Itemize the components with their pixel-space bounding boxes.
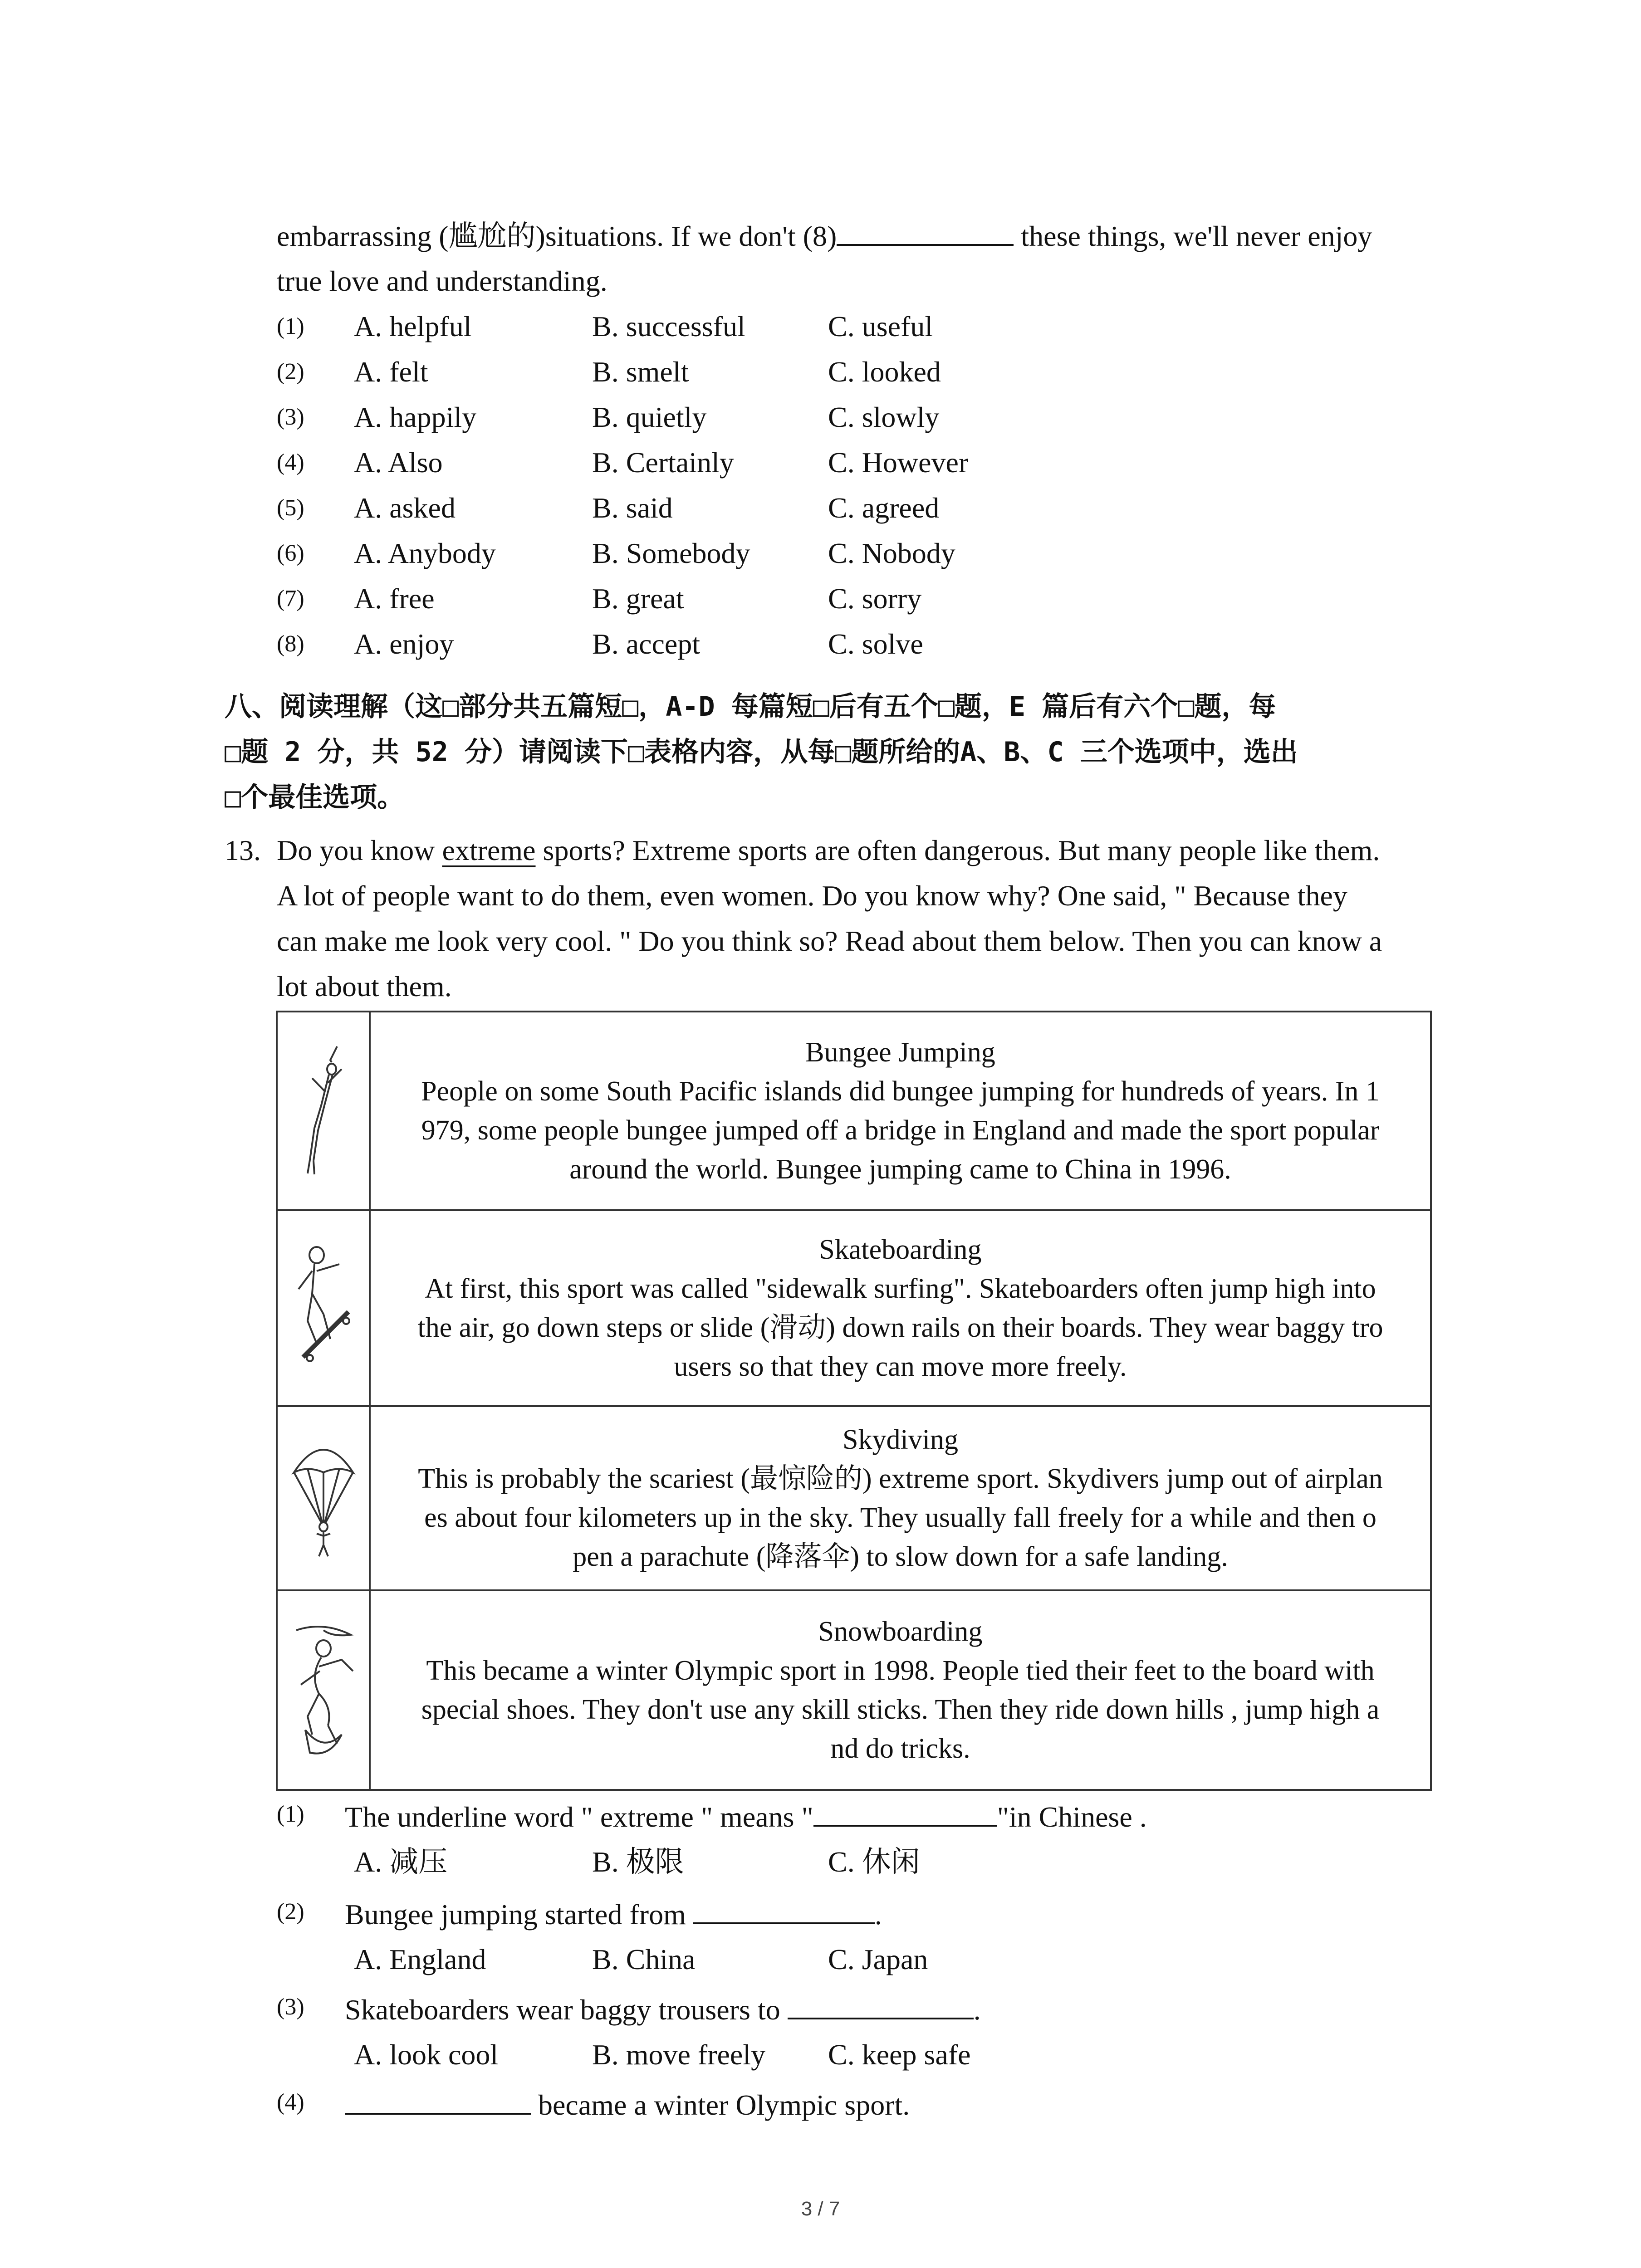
heading-line: □个最佳选项。 <box>225 782 405 813</box>
option-a[interactable]: A. asked <box>354 492 456 524</box>
sport-text-line: es about four kilometers up in the sky. They usually fall freely for a while and then o <box>424 1502 1376 1533</box>
question-stem <box>345 1987 981 2033</box>
sport-text-line: the air, go down steps or slide (滑动) down rails on their boards. They wear baggy tro <box>417 1312 1383 1343</box>
page-number: 3 / 7 <box>801 2198 840 2220</box>
option-c[interactable]: C. However <box>828 446 969 479</box>
stem-text: became a winter Olympic sport. <box>531 2089 910 2121</box>
sport-text-line: At first, this sport was called "sidewalk surfing". Skateboarders often jump high into <box>425 1273 1376 1304</box>
option-c[interactable]: C. 休闲 <box>828 1846 920 1878</box>
intro-text: lot about them. <box>277 970 452 1002</box>
option-c[interactable]: C. keep safe <box>828 2038 971 2071</box>
option-a[interactable]: A. England <box>354 1943 486 1975</box>
skateboarder-icon <box>289 1239 358 1375</box>
question-number: (4) <box>277 2089 304 2115</box>
passage-text: these things, we'll never enjoy <box>1014 220 1372 252</box>
option-a[interactable]: A. 减压 <box>354 1846 448 1878</box>
sport-description-cell <box>370 1406 1431 1590</box>
question-number: (7) <box>277 586 304 611</box>
table-row <box>277 1210 1431 1406</box>
underlined-word: extreme <box>442 834 536 866</box>
option-a[interactable]: A. felt <box>354 356 428 388</box>
sport-text-line: around the world. Bungee jumping came to China in 1996. <box>569 1154 1231 1185</box>
section-heading <box>225 684 1450 820</box>
question-number: (2) <box>277 359 304 385</box>
heading-line: 八、阅读理解（这□部分共五篇短□，A-D 每篇短□后有五个□题，E 篇后有六个□题，每 <box>225 691 1276 723</box>
question-number: (1) <box>277 1801 304 1827</box>
question-number: 13. <box>225 834 261 866</box>
option-c[interactable]: C. solve <box>828 628 923 660</box>
option-a[interactable]: A. free <box>354 582 435 615</box>
sport-text-line: nd do tricks. <box>830 1733 970 1764</box>
option-row <box>277 304 1184 349</box>
sport-text-line: pen a parachute (降落伞) to slow down for a safe landing. <box>573 1541 1228 1572</box>
option-b[interactable]: B. Somebody <box>592 537 750 569</box>
sport-description-cell <box>370 1590 1431 1790</box>
bungee-jumper-icon <box>296 1042 351 1178</box>
option-a[interactable]: A. helpful <box>354 310 472 342</box>
picture-cell <box>277 1590 370 1790</box>
intro-text: Do you know <box>277 834 442 866</box>
stem-text: . <box>874 1898 882 1931</box>
question-stem <box>345 1892 882 1937</box>
option-a[interactable]: A. Anybody <box>354 537 496 569</box>
sport-title: Skateboarding <box>819 1234 982 1265</box>
option-c[interactable]: C. Japan <box>828 1943 928 1975</box>
question-13-intro <box>225 828 1450 1009</box>
answer-blank[interactable] <box>813 1794 997 1827</box>
question-number: (4) <box>277 450 304 475</box>
option-b[interactable]: B. 极限 <box>592 1846 684 1878</box>
answer-blank[interactable] <box>788 1987 974 2019</box>
option-b[interactable]: B. accept <box>592 628 700 660</box>
sport-description-cell <box>370 1210 1431 1406</box>
option-a[interactable]: A. Also <box>354 446 443 479</box>
heading-line: □题 2 分，共 52 分）请阅读下□表格内容，从每□题所给的A、B、C 三个选项中，选出 <box>225 736 1298 768</box>
option-row <box>277 531 1184 576</box>
picture-cell <box>277 1406 370 1590</box>
sport-text-line: special shoes. They don't use any skill sticks. Then they ride down hills , jump high a <box>421 1694 1380 1725</box>
answer-blank[interactable] <box>693 1892 875 1924</box>
snowboarder-icon <box>287 1617 360 1762</box>
option-c[interactable]: C. agreed <box>828 492 940 524</box>
option-b[interactable]: B. great <box>592 582 684 615</box>
sport-title: Bungee Jumping <box>805 1037 995 1068</box>
option-c[interactable]: C. Nobody <box>828 537 955 569</box>
option-b[interactable]: B. said <box>592 492 673 524</box>
answer-blank[interactable] <box>345 2082 531 2115</box>
question-number: (2) <box>277 1899 304 1925</box>
option-row <box>277 349 1184 395</box>
sport-text-line: This became a winter Olympic sport in 1998. People tied their feet to the board with <box>426 1655 1375 1686</box>
stem-text: "in Chinese . <box>997 1801 1147 1833</box>
option-b[interactable]: B. China <box>592 1943 696 1975</box>
option-c[interactable]: C. looked <box>828 356 941 388</box>
intro-text: sports? Extreme sports are often dangerous. But many people like them. <box>535 834 1380 866</box>
sports-table <box>276 1011 1432 1791</box>
option-c[interactable]: C. useful <box>828 310 933 342</box>
stem-text: . <box>973 1994 981 2026</box>
answer-blank[interactable] <box>837 213 1014 246</box>
sport-description-cell <box>370 1012 1431 1210</box>
sport-text-line: users so that they can move more freely. <box>674 1351 1127 1382</box>
stem-text: The underline word " extreme " means " <box>345 1801 813 1833</box>
question-number: (3) <box>277 404 304 430</box>
intro-text: A lot of people want to do them, even women. Do you know why? One said, " Because they <box>277 880 1347 912</box>
question-number: (1) <box>277 313 304 339</box>
option-row <box>277 576 1184 621</box>
question-number: (3) <box>277 1994 304 2020</box>
option-row <box>277 440 1184 485</box>
option-b[interactable]: B. successful <box>592 310 745 342</box>
option-b[interactable]: B. smelt <box>592 356 689 388</box>
skydiver-parachute-icon <box>289 1436 358 1559</box>
sport-title: Snowboarding <box>818 1616 983 1647</box>
sport-text-line: 979, some people bungee jumped off a bridge in England and made the sport popular <box>421 1115 1380 1146</box>
sport-text-line: People on some South Pacific islands did bungee jumping for hundreds of years. In 1 <box>421 1076 1380 1107</box>
option-row <box>277 485 1184 531</box>
question-number: (5) <box>277 495 304 521</box>
table-row <box>277 1406 1431 1590</box>
question-stem <box>345 1794 1147 1840</box>
picture-cell <box>277 1012 370 1210</box>
option-c[interactable]: C. slowly <box>828 401 940 433</box>
option-b[interactable]: B. Certainly <box>592 446 734 479</box>
question-number: (8) <box>277 631 304 657</box>
passage-line <box>277 213 1372 259</box>
option-a[interactable]: A. look cool <box>354 2038 499 2071</box>
stem-text: Skateboarders wear baggy trousers to <box>345 1994 788 2026</box>
option-a[interactable]: A. enjoy <box>354 628 454 660</box>
sport-title: Skydiving <box>843 1424 958 1455</box>
table-row <box>277 1590 1431 1790</box>
option-b[interactable]: B. move freely <box>592 2038 766 2071</box>
picture-cell <box>277 1210 370 1406</box>
question-stem <box>345 2082 910 2128</box>
option-c[interactable]: C. sorry <box>828 582 922 615</box>
option-b[interactable]: B. quietly <box>592 401 707 433</box>
passage-line: true love and understanding. <box>277 265 607 297</box>
question-number: (6) <box>277 540 304 566</box>
sport-text-line: This is probably the scariest (最惊险的) extreme sport. Skydivers jump out of airplan <box>418 1463 1383 1494</box>
passage-text: embarrassing (尴尬的)situations. If we don't (8) <box>277 220 837 252</box>
stem-text: Bungee jumping started from <box>345 1898 693 1931</box>
option-row <box>277 395 1184 440</box>
option-row <box>277 621 1184 667</box>
table-row <box>277 1012 1431 1210</box>
option-a[interactable]: A. happily <box>354 401 477 433</box>
intro-text: can make me look very cool. " Do you think so? Read about them below. Then you can know a <box>277 925 1382 957</box>
